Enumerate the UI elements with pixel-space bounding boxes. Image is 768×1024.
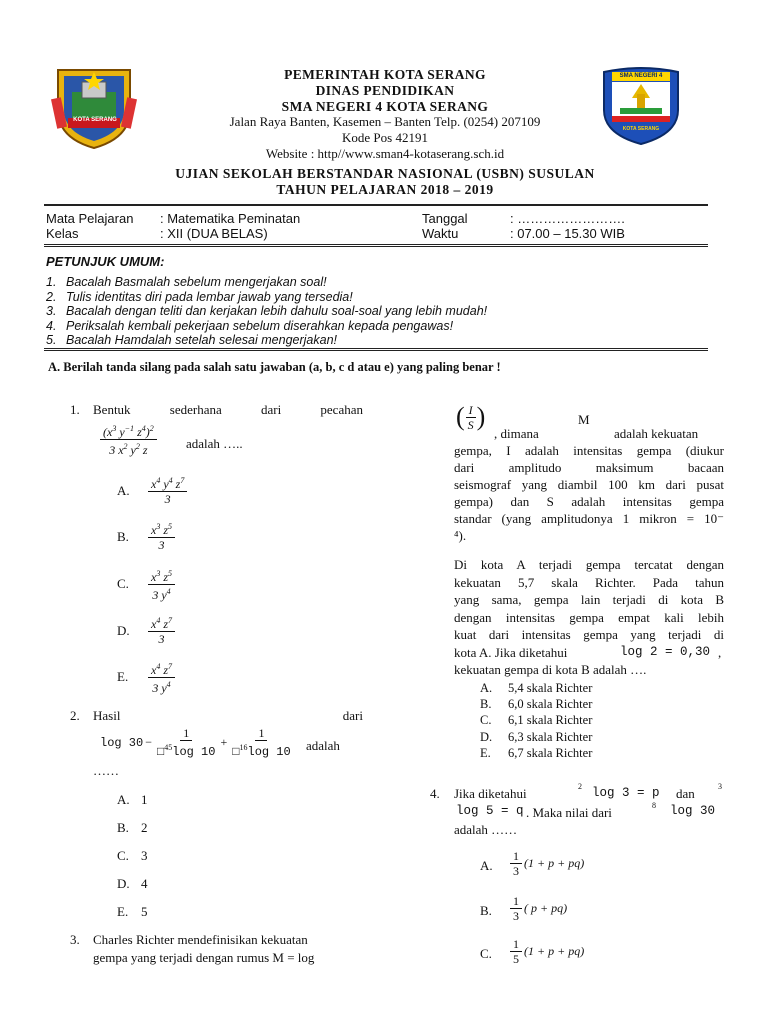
q3-log2: log 2 = 0,30 [620, 644, 711, 659]
q4-option-b[interactable]: $\frac{1}{3}$ ( p + pq) [510, 894, 567, 923]
instruction-item: 5. Bacalah Hamdalah setelah selesai mengerjakan! [46, 333, 337, 347]
q3-line1: Charles Richter mendefinisikan kekuatan [93, 932, 308, 947]
q4-sup2: 2 [578, 782, 582, 791]
q1-option-c-label[interactable]: C. [117, 576, 129, 591]
q3-option-a[interactable]: A. 5,4 skala Richter [480, 681, 593, 695]
divider [44, 348, 708, 349]
q4-log5: log 5 = q [456, 804, 524, 818]
q4-option-a[interactable]: $\frac{1}{3}$ (1 + p + pq) [510, 849, 584, 878]
q1-option-c[interactable]: $\frac{x^3 z^5}{3 y^4}$ [148, 567, 175, 602]
q3-m-desc: adalah kekuatan [614, 426, 699, 441]
q4-option-c[interactable]: $\frac{1}{5}$ (1 + p + pq) [510, 937, 584, 966]
q2-option-a[interactable]: A. 1 [117, 792, 148, 807]
q2-number: 2. [70, 708, 80, 723]
school-logo-top-text: SMA NEGERI 4 [619, 73, 663, 79]
q3-options [480, 680, 592, 761]
q3-option-d[interactable]: D. 6,3 skala Richter [480, 729, 593, 744]
q3-ratio-fraction: ( $\frac{I}{S}$ ) [456, 402, 486, 432]
q3-dimana: , dimana [494, 426, 539, 441]
q2-expression: log 30 − $\frac{1}{□^{45}\log 10}$ + $\frac{1}{□^{16}\log 10}$ [100, 726, 291, 759]
instruction-item: 2. Tulis identitas diri pada lembar jawab yang tersedia! [46, 289, 353, 304]
q4-sup8: 8 [652, 801, 656, 810]
exam-title: UJIAN SEKOLAH BERSTANDAR NASIONAL (USBN) SUSULAN [175, 166, 595, 181]
q2-suffix: adalah [306, 738, 340, 753]
q1-suffix: adalah ….. [186, 436, 243, 451]
q2-dots: …… [93, 763, 119, 778]
instruction-item: 3. Bacalah dengan teliti dan kerjakan lebih dahulu soal-soal yang lebih mudah! [46, 304, 488, 318]
date-value: : ……………………. [510, 211, 625, 226]
department-name: DINAS PENDIDIKAN [315, 83, 455, 98]
school-address: Jalan Raya Banten, Kasemen – Banten Telp. (0254) 207109 [229, 114, 541, 129]
divider [44, 204, 708, 206]
q3-option-b[interactable]: B. 6,0 skala Richter [480, 697, 593, 712]
q3-paragraph-2: Di kota A terjadi gempa tercatat dengan kekuatan 5,7 skala Richter. Pada tahun yang sama, gempa lain terjadi di kota B dengan intensitas gempa empat kali lebih kuat dari intensitas gempa yang terjadi di kota A. Jika diketahui log 2 = 0,30 , kekuatan gempa di kota B adalah …. [454, 557, 724, 677]
government-name: PEMERINTAH KOTA SERANG [284, 67, 486, 82]
q1-option-d-label[interactable]: D. [117, 623, 130, 638]
time-label: Waktu [422, 226, 459, 241]
city-logo-text: KOTA SERANG [73, 117, 117, 123]
q1-option-a[interactable]: $\frac{x^4 y^4 z^7}{3}$ [148, 474, 187, 506]
q2-stem: Hasil dari [93, 708, 363, 723]
q4-option-b-label[interactable]: B. [480, 903, 492, 918]
q1-option-b-label[interactable]: B. [117, 529, 129, 544]
school-year: TAHUN PELAJARAN 2018 – 2019 [276, 182, 494, 197]
q1-stem: Bentuk sederhana dari pecahan [93, 402, 363, 417]
q4-log30: log 30 [670, 804, 716, 818]
q1-option-e[interactable]: $\frac{x^4 z^7}{3 y^4}$ [148, 660, 175, 695]
q3-option-c[interactable]: C. 6,1 skala Richter [480, 713, 593, 728]
q3-m-symbol: M [578, 412, 590, 427]
q3-number: 3. [70, 932, 80, 947]
divider [44, 244, 708, 245]
q4-number: 4. [430, 786, 440, 801]
instructions-title: PETUNJUK UMUM: [46, 254, 165, 269]
q4-log3: log 3 = p [592, 786, 660, 800]
q4-mid: . Maka nilai dari [526, 805, 612, 820]
date-label: Tanggal [422, 211, 468, 226]
class-value: : XII (DUA BELAS) [160, 226, 268, 241]
instructions-list [46, 275, 487, 348]
subject-value: : Matematika Peminatan [160, 211, 301, 226]
q4-suffix: adalah …… [454, 822, 518, 837]
section-a-instruction: A. Berilah tanda silang pada salah satu jawaban (a, b, c d atau e) yang paling benar ! [48, 360, 501, 374]
instruction-item: 4. Periksalah kembali pekerjaan sebelum diserahkan kepada pengawas! [46, 318, 454, 333]
divider [44, 246, 708, 247]
q2-option-e[interactable]: E. 5 [117, 904, 148, 919]
q4-dan: dan [676, 786, 695, 801]
subject-label: Mata Pelajaran [46, 211, 134, 226]
instruction-item: 1. Bacalah Basmalah sebelum mengerjakan soal! [46, 275, 327, 289]
q1-option-d[interactable]: $\frac{x^4 z^7}{3}$ [148, 614, 175, 646]
q3-option-e[interactable]: E. 6,7 skala Richter [480, 745, 593, 760]
q4-sup3: 3 [718, 782, 722, 791]
postal-code: Kode Pos 42191 [342, 130, 428, 145]
city-logo [48, 58, 140, 150]
q4-option-a-label[interactable]: A. [480, 858, 493, 873]
q3-line2: gempa yang terjadi dengan rumus M = log [93, 950, 315, 965]
q1-fraction: $\frac{(x^3 y^{-1} z^4)^2}{3 x^2 y^2 z}$ [100, 422, 157, 457]
q1-option-b[interactable]: $\frac{x^3 z^5}{3}$ [148, 520, 175, 552]
q3-body: gempa, I adalah intensitas gempa (diukur dari amplitudo maksimum bacaan seismograf yang diambil 100 km dari pusat gempa) dan S adalah intensitas gempa standar (yang amplitudonya 1 mikron = 10⁻ ⁴). [454, 443, 724, 543]
school-name: SMA NEGERI 4 KOTA SERANG [281, 99, 489, 114]
school-website: Website : http//www.sman4-kotaserang.sch.id [265, 146, 505, 161]
q2-option-b[interactable]: B. 2 [117, 820, 148, 835]
school-logo-bottom-text: KOTA SERANG [622, 126, 660, 132]
q2-option-d[interactable]: D. 4 [117, 876, 148, 891]
q4-jika: Jika diketahui [454, 786, 527, 801]
q1-option-a-label[interactable]: A. [117, 483, 130, 498]
q1-number: 1. [70, 402, 80, 417]
q2-option-c[interactable]: C. 3 [117, 848, 148, 863]
time-value: : 07.00 – 15.30 WIB [510, 226, 625, 241]
q1-option-e-label[interactable]: E. [117, 669, 129, 684]
q4-option-c-label[interactable]: C. [480, 946, 492, 961]
class-label: Kelas [46, 226, 79, 241]
divider [44, 350, 708, 351]
